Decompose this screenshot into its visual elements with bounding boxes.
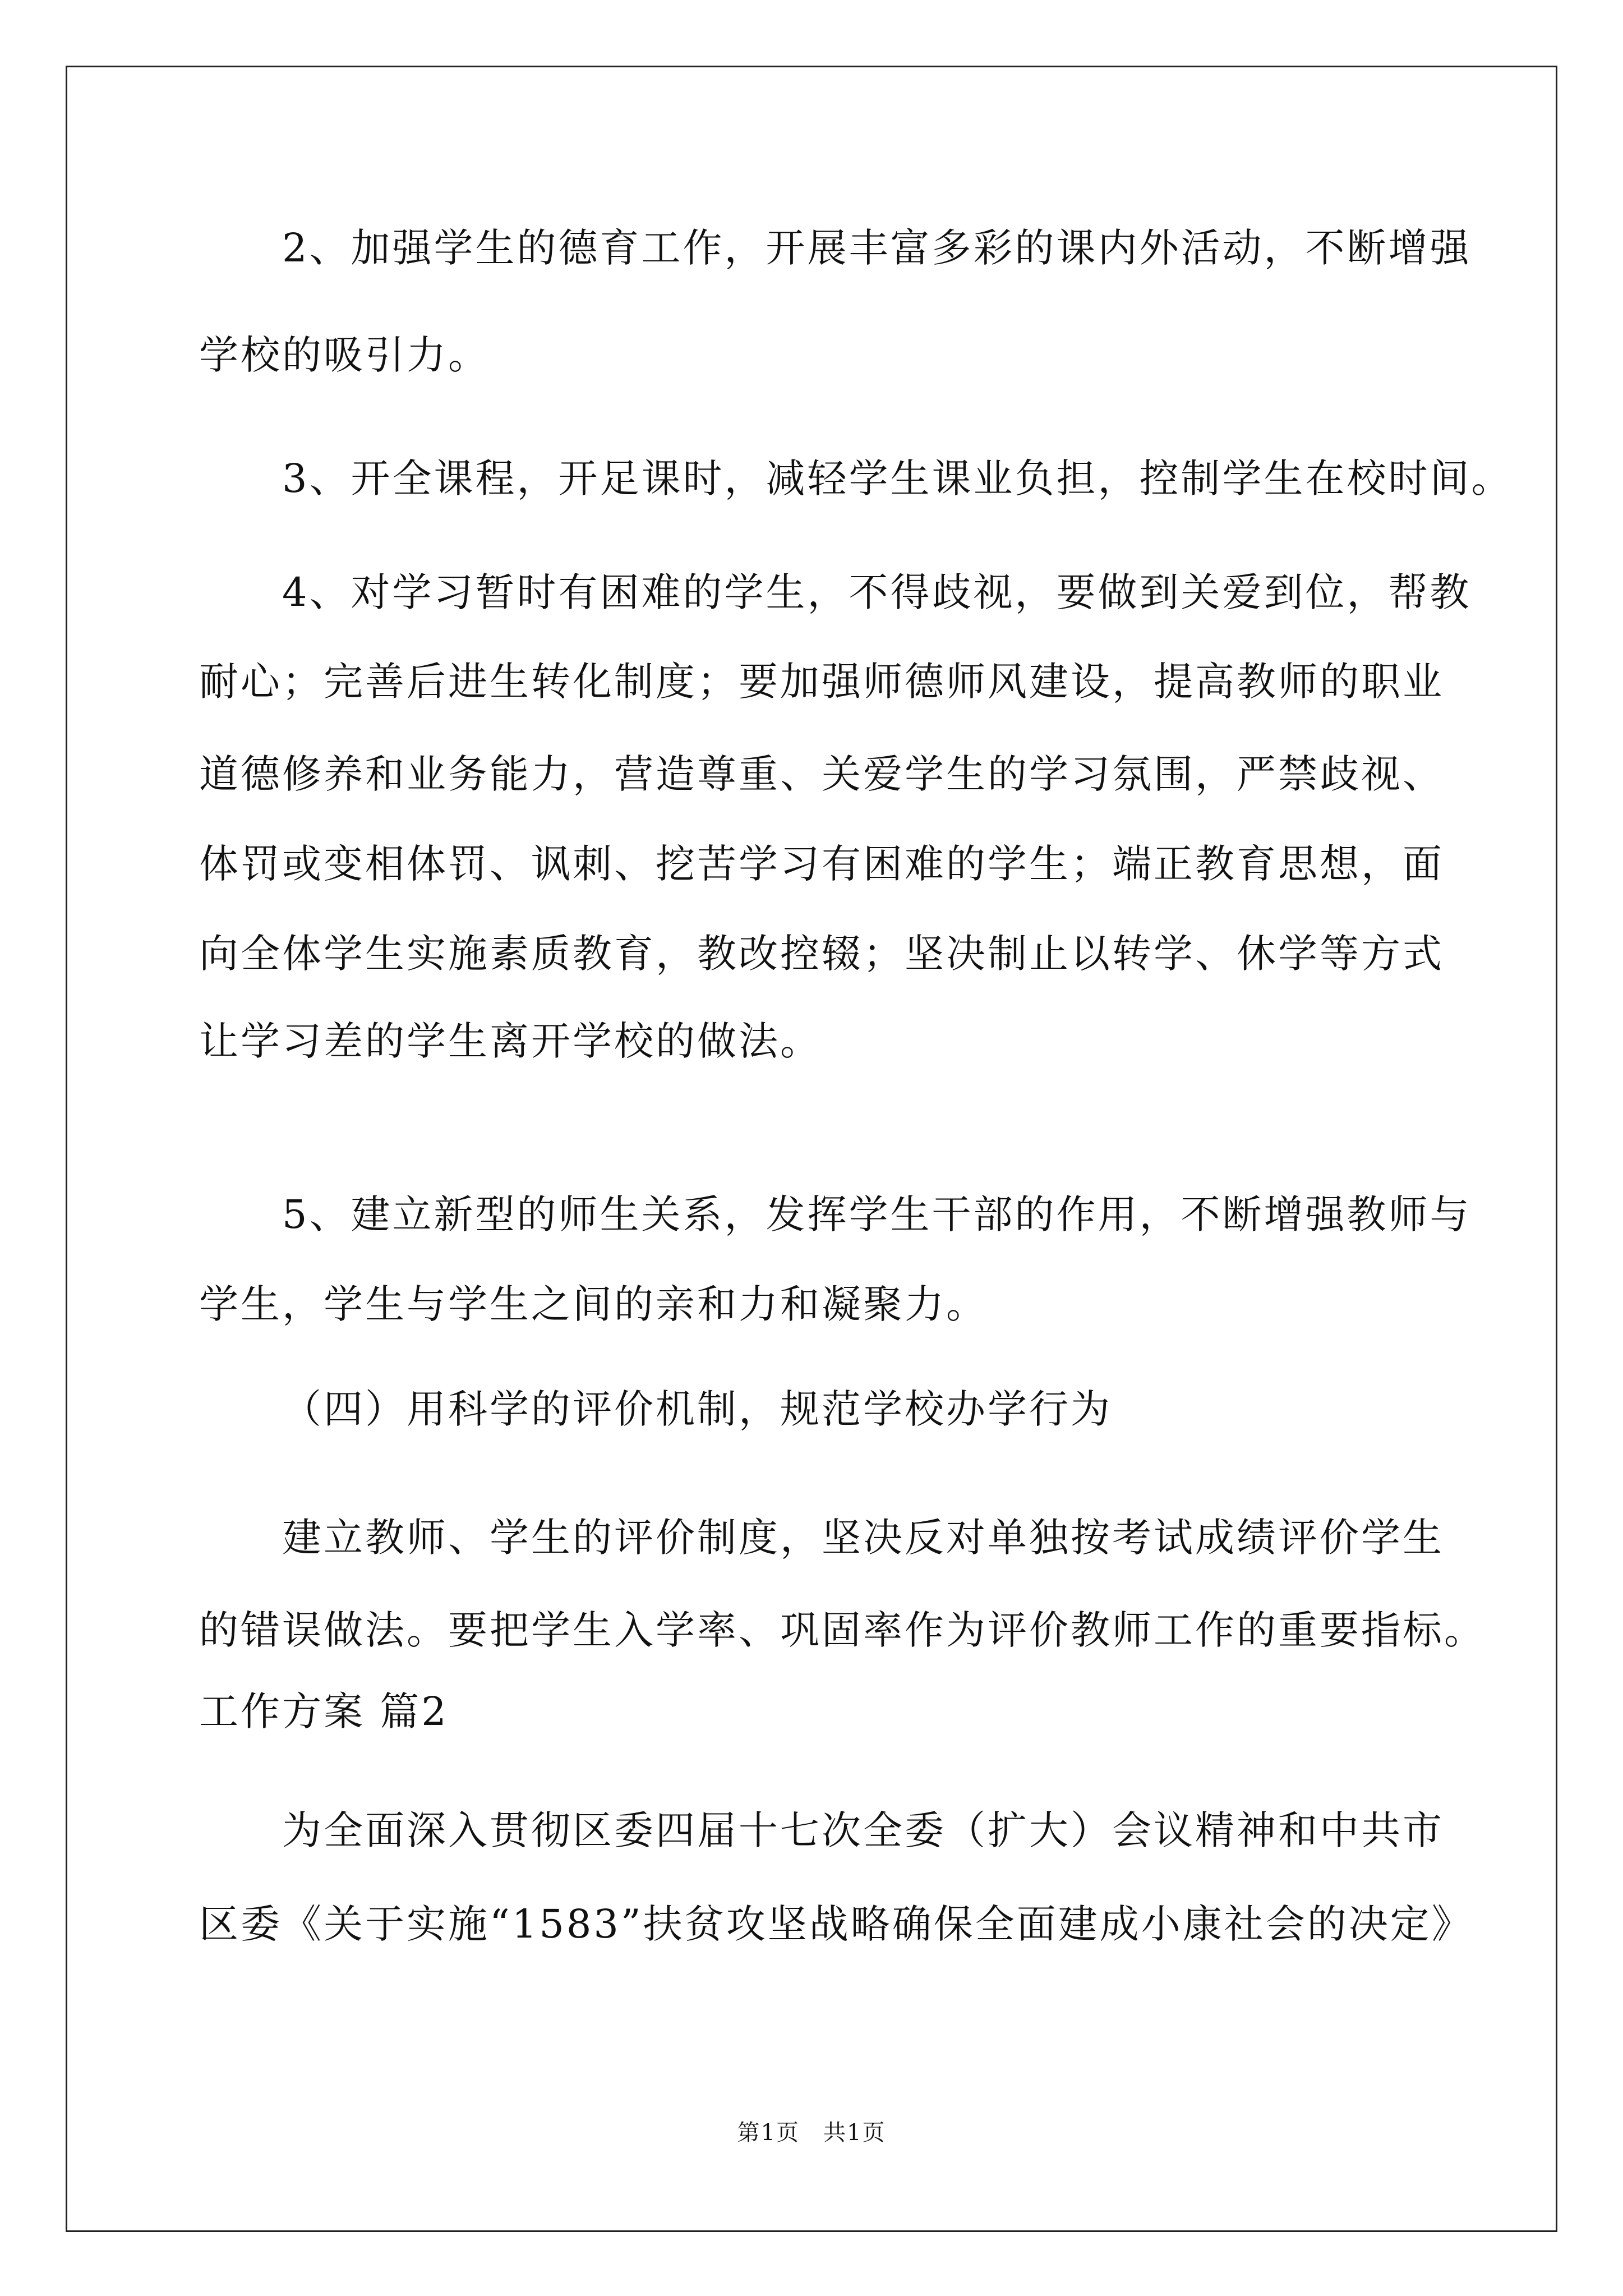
text-line: 3、开全课程，开足课时，减轻学生课业负担，控制学生在校时间。 bbox=[282, 455, 1513, 501]
article-title: 工作方案 篇2 bbox=[199, 1688, 449, 1734]
text-line: 为全面深入贯彻区委四届十七次全委（扩大）会议精神和中共市 bbox=[282, 1807, 1444, 1853]
text-line: 耐心；完善后进生转化制度；要加强师德师风建设，提高教师的职业 bbox=[199, 659, 1444, 705]
text-line: 区委《关于实施“1583”扶贫攻坚战略确保全面建成小康社会的决定》 bbox=[199, 1901, 1473, 1947]
page-footer: 第1页 共1页 bbox=[737, 2120, 886, 2146]
text-line: 学校的吸引力。 bbox=[199, 332, 490, 378]
text-line: 5、建立新型的师生关系，发挥学生干部的作用，不断增强教师与 bbox=[282, 1191, 1472, 1237]
text-line: 道德修养和业务能力，营造尊重、关爱学生的学习氛围，严禁歧视、 bbox=[199, 751, 1444, 797]
text-line: 建立教师、学生的评价制度，坚决反对单独按考试成绩评价学生 bbox=[282, 1515, 1444, 1561]
text-line: 2、加强学生的德育工作，开展丰富多彩的课内外活动，不断增强 bbox=[282, 225, 1472, 271]
text-line: 向全体学生实施素质教育，教改控辍；坚决制止以转学、休学等方式 bbox=[199, 931, 1444, 977]
text-line: 让学习差的学生离开学校的做法。 bbox=[199, 1018, 822, 1064]
section-heading: （四）用科学的评价机制，规范学校办学行为 bbox=[282, 1386, 1112, 1432]
text-line: 的错误做法。要把学生入学率、巩固率作为评价教师工作的重要指标。 bbox=[199, 1607, 1486, 1653]
text-line: 4、对学习暂时有困难的学生，不得歧视，要做到关爱到位，帮教 bbox=[282, 569, 1472, 615]
text-line: 学生，学生与学生之间的亲和力和凝聚力。 bbox=[199, 1281, 988, 1327]
text-line: 体罚或变相体罚、讽刺、挖苦学习有困难的学生；端正教育思想，面 bbox=[199, 841, 1444, 887]
